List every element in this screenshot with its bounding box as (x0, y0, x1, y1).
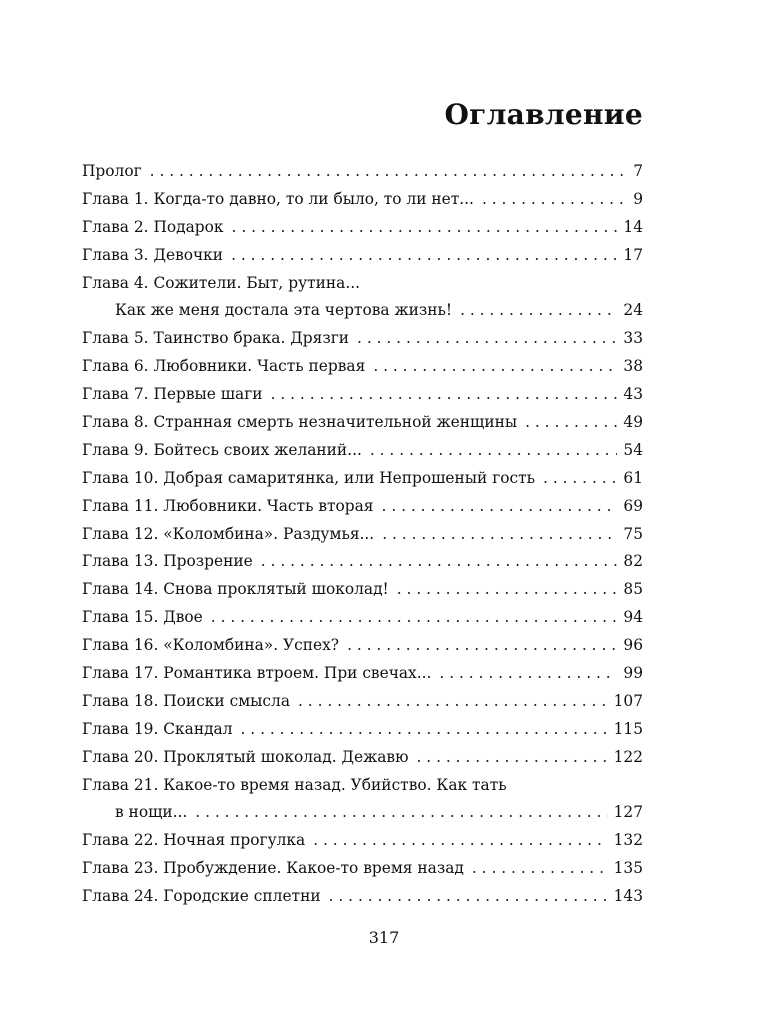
dot-leader (329, 883, 608, 911)
dot-leader (298, 688, 608, 716)
page-title: Оглавление (444, 98, 643, 131)
toc-entry (82, 214, 643, 242)
toc-entry-line (82, 158, 643, 186)
toc-entry-line (82, 548, 643, 576)
toc-entry (82, 353, 643, 381)
dot-leader (397, 576, 618, 604)
dot-leader (347, 632, 617, 660)
toc-entry-title: Глава 8. Странная смерть незначительной женщины (82, 413, 518, 432)
toc-entry-line (82, 493, 643, 521)
toc-entry-title: Пролог (82, 162, 142, 180)
toc-entry (82, 186, 643, 214)
toc-entry-page: 9 (633, 189, 643, 208)
page-number: 317 (368, 928, 400, 947)
toc-entry-title: Глава 1. Когда-то давно, то ли было, то ли нет... (82, 189, 474, 208)
toc-entry-page: 75 (623, 524, 643, 543)
toc-entry (82, 632, 643, 660)
dot-leader (472, 855, 608, 883)
dot-leader (211, 604, 618, 632)
dot-leader (370, 437, 618, 465)
toc-entry (82, 660, 643, 688)
toc-entry (82, 242, 643, 270)
dot-leader (382, 493, 618, 521)
toc-entry (82, 772, 643, 828)
toc-entry (82, 548, 643, 576)
toc-entry-title: Глава 6. Любовники. Часть первая (82, 357, 366, 376)
dot-leader (525, 409, 617, 437)
dot-leader (439, 660, 617, 688)
toc-entry-title: Глава 12. «Коломбина». Раздумья... (82, 524, 375, 543)
toc-entry-title: Глава 11. Любовники. Часть вторая (82, 496, 374, 515)
toc-entry-line (82, 437, 643, 465)
toc-entry-page: 49 (623, 413, 643, 432)
toc-entry-page: 127 (613, 803, 643, 822)
toc-entry (82, 158, 643, 186)
dot-leader (543, 465, 617, 493)
toc-entry-title: Глава 10. Добрая самаритянка, или Непрошеный гость (82, 468, 536, 487)
toc-entry-page: 122 (613, 747, 643, 766)
dot-leader (232, 214, 618, 242)
toc-entry (82, 576, 643, 604)
toc-entry-title: Глава 3. Девочки (82, 245, 224, 264)
toc-entry-line (82, 716, 643, 744)
toc-entry-title: Глава 18. Поиски смысла (82, 691, 290, 710)
toc-entry (82, 827, 643, 855)
toc-entry-page: 43 (623, 385, 643, 404)
toc-entry-line (82, 632, 643, 660)
toc-entry-line (82, 660, 643, 688)
toc-entry-title: в нощи... (115, 803, 188, 822)
toc-entry (82, 325, 643, 353)
toc-entry-line (82, 381, 643, 409)
dot-leader (417, 744, 608, 772)
toc-entry-line (82, 772, 643, 800)
toc-entry-title: Глава 17. Романтика втроем. При свечах... (82, 664, 432, 683)
dot-leader (195, 799, 607, 827)
toc-entry-title: Глава 5. Таинство брака. Дрязги (82, 329, 350, 348)
dot-leader (313, 827, 607, 855)
toc-entry-title: Глава 14. Снова проклятый шоколад! (82, 580, 389, 599)
toc-entry (82, 381, 643, 409)
toc-entry-page: 61 (623, 468, 643, 487)
toc-entry (82, 270, 643, 326)
toc-entry-page: 96 (623, 636, 643, 655)
toc-entry (82, 604, 643, 632)
toc-entry-page: 107 (613, 691, 643, 710)
toc-entry-title: Глава 16. «Коломбина». Успех? (82, 636, 340, 655)
toc-entry-line (82, 576, 643, 604)
toc-entry-line (82, 325, 643, 353)
toc-entry-line (82, 883, 643, 911)
toc-entry (82, 465, 643, 493)
toc-entry-line (82, 465, 643, 493)
table-of-contents (82, 158, 643, 911)
toc-entry-page: 14 (623, 217, 643, 236)
dot-leader (460, 297, 617, 325)
toc-entry-title: Глава 20. Проклятый шоколад. Дежавю (82, 747, 409, 766)
toc-entry (82, 493, 643, 521)
toc-entry-title: Глава 19. Скандал (82, 719, 233, 738)
dot-leader (357, 325, 617, 353)
toc-entry (82, 744, 643, 772)
toc-entry-title: Глава 15. Двое (82, 608, 203, 627)
toc-entry-page: 69 (623, 496, 643, 515)
toc-entry-page: 33 (623, 329, 643, 348)
toc-entry-line (82, 604, 643, 632)
dot-leader (482, 186, 627, 214)
dot-leader (241, 716, 608, 744)
toc-entry-page: 132 (613, 831, 643, 850)
toc-entry (82, 409, 643, 437)
toc-entry-line (82, 827, 643, 855)
toc-entry-line (82, 521, 643, 549)
toc-entry-page: 99 (623, 664, 643, 683)
toc-entry-page: 115 (613, 719, 643, 738)
toc-entry-line (82, 855, 643, 883)
toc-entry-line (82, 353, 643, 381)
toc-entry-title: Глава 4. Сожители. Быт, рутина... (82, 273, 361, 292)
toc-entry-title: Как же меня достала эта чертова жизнь! (115, 301, 453, 320)
toc-entry-line (82, 744, 643, 772)
toc-entry-page: 17 (623, 245, 643, 264)
toc-entry-title: Глава 24. Городские сплетни (82, 887, 321, 906)
toc-entry-line (82, 409, 643, 437)
dot-leader (382, 521, 617, 549)
toc-entry-page: 85 (623, 580, 643, 599)
toc-entry-line (82, 688, 643, 716)
toc-entry-title: Глава 7. Первые шаги (82, 385, 263, 404)
toc-entry-continuation (82, 297, 643, 325)
toc-entry-title: Глава 23. Пробуждение. Какое-то время назад (82, 859, 464, 878)
toc-entry-title: Глава 21. Какое-то время назад. Убийство. Как тать (82, 775, 507, 794)
toc-entry-line (82, 242, 643, 270)
toc-entry-title: Глава 2. Подарок (82, 217, 224, 236)
dot-leader (231, 242, 617, 270)
toc-entry-line (82, 186, 643, 214)
dot-leader (261, 548, 618, 576)
toc-entry-line (82, 270, 643, 298)
toc-entry-title: Глава 22. Ночная прогулка (82, 831, 306, 850)
toc-entry (82, 437, 643, 465)
dot-leader (271, 381, 618, 409)
toc-entry-page: 7 (633, 162, 643, 180)
toc-entry (82, 855, 643, 883)
toc-entry-page: 94 (623, 608, 643, 627)
dot-leader (373, 353, 617, 381)
toc-entry-page: 38 (623, 357, 643, 376)
toc-entry-continuation (82, 799, 643, 827)
toc-entry (82, 883, 643, 911)
dot-leader (150, 158, 628, 186)
toc-entry-title: Глава 13. Прозрение (82, 552, 253, 571)
toc-entry (82, 521, 643, 549)
toc-entry-line (82, 214, 643, 242)
toc-entry-page: 24 (623, 301, 643, 320)
toc-entry-title: Глава 9. Бойтесь своих желаний... (82, 440, 362, 459)
toc-entry-page: 82 (623, 552, 643, 571)
toc-entry (82, 716, 643, 744)
toc-entry-page: 54 (623, 440, 643, 459)
toc-entry-page: 135 (613, 859, 643, 878)
toc-entry (82, 688, 643, 716)
toc-entry-page: 143 (613, 887, 643, 906)
